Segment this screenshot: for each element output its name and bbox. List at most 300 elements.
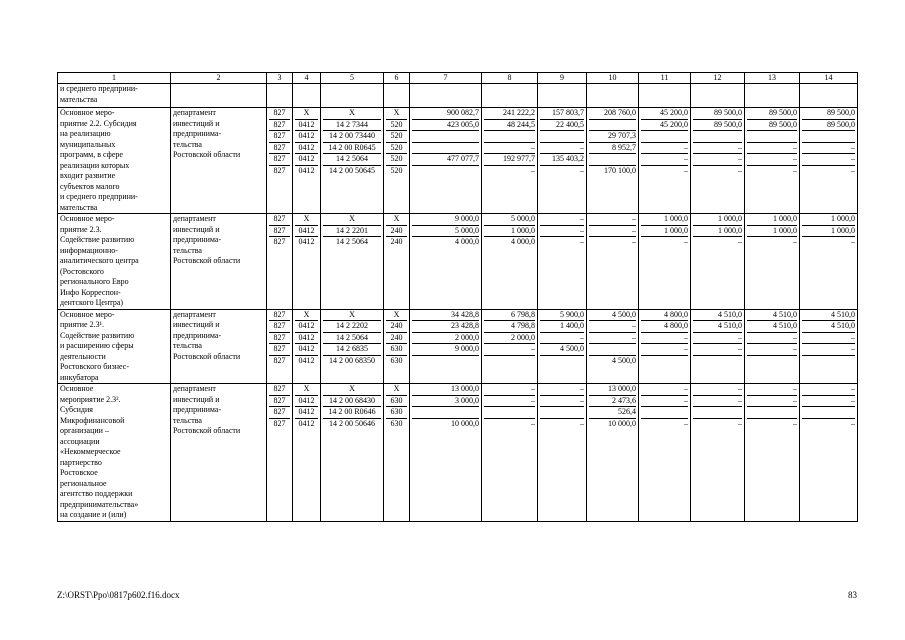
target-article-cell: 14 2 5064: [336, 237, 368, 246]
sub-rows: [589, 214, 636, 248]
year-2018-cell: [693, 407, 742, 419]
year-2018-cell: [693, 355, 742, 366]
admin-code-cell: 827: [269, 407, 290, 419]
target-article-cell: 14 2 2202: [323, 321, 381, 333]
table-body: [58, 73, 858, 522]
year-2018-cell: –: [738, 165, 742, 175]
expense-type-cell: 630: [390, 355, 403, 365]
sub-rows: [323, 310, 381, 367]
column-number: 8: [482, 73, 538, 84]
total-value-cell: 4 000,0: [455, 237, 479, 246]
year-2017-cell: –: [641, 332, 688, 344]
year-2019-column: [745, 309, 800, 384]
target-article-column: [321, 384, 384, 522]
year-2019-cell: –: [747, 142, 797, 154]
sub-rows: [747, 310, 797, 367]
sub-rows: [802, 214, 855, 248]
year-2015-cell: –: [540, 384, 584, 395]
year-2019-cell: –: [747, 332, 797, 344]
section-code-cell: Х: [295, 384, 318, 395]
expense-type-cell: Х: [386, 214, 407, 225]
empty-cell: [482, 84, 538, 108]
section-code-cell: 0412: [295, 332, 318, 344]
year-2020-cell: –: [802, 384, 855, 395]
page-number: 83: [848, 590, 857, 600]
year-2016-column: [587, 384, 639, 522]
year-2016-cell: 29 707,3: [589, 131, 636, 143]
year-2017-cell: 4 800,0: [641, 310, 688, 321]
admin-code-cell: 827: [273, 355, 286, 365]
section-code-cell: 0412: [295, 344, 318, 356]
expense-type-cell: 240: [390, 237, 403, 246]
sub-rows: [295, 310, 318, 367]
expense-type-cell: 520: [386, 154, 407, 166]
year-2014-cell: –: [531, 418, 535, 428]
year-2014-cell: –: [484, 344, 535, 356]
expense-type-column: [384, 214, 410, 310]
column-number: 14: [800, 73, 858, 84]
expense-type-column: [384, 108, 410, 214]
section-code-cell: 0412: [298, 418, 315, 428]
sub-rows: [269, 108, 290, 176]
sub-rows: [323, 108, 381, 176]
year-2014-cell: –: [531, 165, 535, 175]
year-2020-cell: [802, 407, 855, 419]
empty-cell: [384, 84, 410, 108]
expense-type-cell: 630: [390, 418, 403, 428]
year-2016-cell: 8 952,7: [589, 142, 636, 154]
year-2018-cell: –: [738, 418, 742, 428]
year-2015-cell: –: [580, 165, 584, 175]
section-code-column: [293, 214, 321, 310]
year-2017-cell: –: [641, 142, 688, 154]
sub-rows: [323, 214, 381, 248]
expense-type-cell: 240: [386, 321, 407, 333]
year-2017-cell: 1 000,0: [641, 214, 688, 225]
year-2018-cell: 1 000,0: [693, 214, 742, 225]
year-2019-column: [745, 214, 800, 310]
expense-type-column: [384, 309, 410, 384]
year-2016-column: [587, 214, 639, 310]
total-value-cell: [412, 142, 479, 154]
empty-cell: [293, 84, 321, 108]
measure-row: [58, 214, 858, 310]
year-2019-cell: 89 500,0: [747, 108, 797, 119]
total-value-cell: 23 428,8: [412, 321, 479, 333]
sub-rows: [641, 384, 688, 429]
measure-row: [58, 309, 858, 384]
year-2019-column: [745, 108, 800, 214]
section-code-cell: 0412: [298, 355, 315, 365]
year-2020-cell: 4 510,0: [802, 310, 855, 321]
year-2018-cell: –: [693, 344, 742, 356]
year-2015-cell: –: [540, 332, 584, 344]
column-number: 7: [410, 73, 482, 84]
sub-rows: [484, 384, 535, 429]
year-2018-cell: [693, 131, 742, 143]
year-2016-cell: 170 100,0: [604, 165, 636, 175]
year-2020-cell: –: [802, 142, 855, 154]
year-2019-column: [745, 384, 800, 522]
year-2017-cell: 4 800,0: [641, 321, 688, 333]
sub-rows: [484, 108, 535, 176]
year-2018-cell: –: [693, 154, 742, 166]
target-article-cell: 14 2 6835: [323, 344, 381, 356]
year-2017-cell: –: [684, 237, 688, 246]
admin-code-cell: 827: [269, 225, 290, 237]
year-2018-cell: 89 500,0: [693, 119, 742, 131]
year-2015-cell: [540, 355, 584, 366]
target-article-column: [321, 108, 384, 214]
sub-rows: [693, 214, 742, 248]
admin-code-column: [267, 214, 293, 310]
sub-rows: [484, 214, 535, 248]
year-2020-cell: 1 000,0: [802, 214, 855, 225]
year-2017-cell: –: [641, 384, 688, 395]
admin-code-cell: 827: [269, 214, 290, 225]
empty-cell: [171, 84, 267, 108]
admin-code-cell: 827: [269, 142, 290, 154]
target-article-column: [321, 214, 384, 310]
year-2014-cell: 2 000,0: [484, 332, 535, 344]
year-2016-column: [587, 309, 639, 384]
expense-type-cell: 240: [386, 332, 407, 344]
year-2014-cell: 1 000,0: [484, 225, 535, 237]
sub-rows: [412, 214, 479, 248]
admin-code-cell: 827: [269, 321, 290, 333]
sub-rows: [269, 214, 290, 248]
sub-rows: [641, 214, 688, 248]
year-2020-cell: –: [802, 395, 855, 407]
year-2014-cell: 4 798,8: [484, 321, 535, 333]
year-2014-column: [482, 108, 538, 214]
year-2016-cell: –: [589, 214, 636, 225]
year-2019-cell: –: [747, 154, 797, 166]
year-2016-cell: 13 000,0: [589, 384, 636, 395]
total-value-cell: 2 000,0: [412, 332, 479, 344]
year-2014-cell: 48 244,5: [484, 119, 535, 131]
expense-type-cell: 520: [390, 165, 403, 175]
year-2016-cell: 4 500,0: [589, 310, 636, 321]
sub-rows: [386, 310, 407, 367]
year-2019-cell: –: [747, 384, 797, 395]
sub-rows: [540, 108, 584, 176]
empty-cell: [691, 84, 745, 108]
column-number: 4: [293, 73, 321, 84]
column-number: 10: [587, 73, 639, 84]
continuation-row: [58, 84, 858, 108]
target-article-cell: 14 2 00 73440: [323, 131, 381, 143]
column-number: 6: [384, 73, 410, 84]
year-2020-cell: –: [802, 344, 855, 356]
year-2018-cell: –: [693, 384, 742, 395]
admin-code-column: [267, 108, 293, 214]
year-2014-cell: 192 977,7: [484, 154, 535, 166]
year-2017-column: [639, 214, 691, 310]
section-code-cell: 0412: [295, 407, 318, 419]
year-2018-cell: –: [738, 237, 742, 246]
year-2020-column: [800, 384, 858, 522]
target-article-cell: Х: [323, 214, 381, 225]
expense-type-cell: 520: [386, 119, 407, 131]
target-article-cell: 14 2 00 50646: [329, 418, 375, 428]
sub-rows: [693, 384, 742, 429]
budget-table: [57, 72, 858, 522]
sub-rows: [747, 384, 797, 429]
section-code-cell: Х: [295, 214, 318, 225]
total-value-cell: 10 000,0: [451, 418, 479, 428]
sub-rows: [802, 108, 855, 176]
target-article-cell: 14 2 00 R0646: [323, 407, 381, 419]
year-2016-cell: 526,4: [589, 407, 636, 419]
year-2017-cell: –: [684, 165, 688, 175]
total-value-cell: 423 005,0: [412, 119, 479, 131]
target-article-cell: 14 2 00 50645: [329, 165, 375, 175]
year-2020-cell: –: [851, 165, 855, 175]
section-code-cell: Х: [295, 108, 318, 119]
sub-rows: [641, 108, 688, 176]
year-2014-column: [482, 384, 538, 522]
empty-cell: [538, 84, 587, 108]
empty-cell: [800, 84, 858, 108]
target-article-cell: 14 2 00 68350: [329, 355, 375, 365]
executor-name: департамент инвестиций и предпринима- тельства Ростовской области: [171, 384, 267, 522]
sub-rows: [802, 310, 855, 367]
year-2019-cell: 4 510,0: [747, 321, 797, 333]
year-2016-cell: [589, 119, 636, 131]
admin-code-cell: 827: [269, 332, 290, 344]
sub-rows: [386, 214, 407, 248]
total-value-cell: 9 000,0: [412, 214, 479, 225]
expense-type-cell: 240: [386, 225, 407, 237]
sub-rows: [269, 310, 290, 367]
section-code-cell: 0412: [298, 165, 315, 175]
year-2014-cell: [484, 131, 535, 143]
year-2019-cell: –: [793, 165, 797, 175]
sub-rows: [641, 310, 688, 367]
empty-cell: [587, 84, 639, 108]
year-2019-cell: 4 510,0: [747, 310, 797, 321]
sub-rows: [412, 310, 479, 367]
sub-rows: [693, 108, 742, 176]
year-2014-cell: –: [484, 395, 535, 407]
admin-code-cell: 827: [273, 418, 286, 428]
sub-rows: [540, 384, 584, 429]
executor-name: департамент инвестиций и предпринима- тельства Ростовской области: [171, 108, 267, 214]
sub-rows: [386, 108, 407, 176]
total-value-cell: 34 428,8: [412, 310, 479, 321]
column-number: 13: [745, 73, 800, 84]
target-article-cell: 14 2 5064: [323, 154, 381, 166]
section-code-cell: 0412: [298, 237, 315, 246]
year-2016-cell: [589, 154, 636, 166]
year-2020-cell: 89 500,0: [802, 119, 855, 131]
total-value-column: [410, 384, 482, 522]
continuation-label: и среднего предприни- мательства: [58, 84, 171, 108]
year-2016-cell: –: [589, 332, 636, 344]
year-2017-cell: [641, 355, 688, 366]
sub-rows: [295, 214, 318, 248]
year-2016-cell: 10 000,0: [608, 418, 636, 428]
year-2018-column: [691, 384, 745, 522]
sub-rows: [412, 384, 479, 429]
year-2018-column: [691, 309, 745, 384]
year-2020-cell: –: [802, 154, 855, 166]
section-code-cell: Х: [295, 310, 318, 321]
sub-rows: [295, 108, 318, 176]
year-2020-cell: 89 500,0: [802, 108, 855, 119]
year-2017-cell: –: [684, 418, 688, 428]
year-2020-column: [800, 309, 858, 384]
sub-rows: [386, 384, 407, 429]
sub-rows: [589, 108, 636, 176]
column-number: 5: [321, 73, 384, 84]
year-2016-cell: –: [589, 225, 636, 237]
expense-type-cell: 630: [386, 407, 407, 419]
year-2014-cell: [484, 407, 535, 419]
sub-rows: [747, 214, 797, 248]
year-2015-cell: –: [540, 142, 584, 154]
section-code-cell: 0412: [295, 142, 318, 154]
year-2017-cell: [641, 407, 688, 419]
year-2015-cell: [540, 131, 584, 143]
total-value-cell: [412, 165, 479, 176]
measure-name: Основное меро- приятие 2.3¹. Содействие развитию и расширению сферы деятельности Ростовского бизнес- инкубатора: [58, 309, 171, 384]
year-2015-column: [538, 214, 587, 310]
expense-type-cell: 520: [386, 142, 407, 154]
year-2014-cell: 6 798,8: [484, 310, 535, 321]
year-2014-column: [482, 214, 538, 310]
year-2018-cell: 4 510,0: [693, 321, 742, 333]
total-value-cell: 5 000,0: [412, 225, 479, 237]
year-2017-cell: [641, 131, 688, 143]
admin-code-cell: 827: [269, 395, 290, 407]
target-article-cell: Х: [323, 310, 381, 321]
year-2015-cell: 5 900,0: [540, 310, 584, 321]
expense-type-cell: 630: [386, 395, 407, 407]
year-2019-cell: –: [747, 344, 797, 356]
column-number: 1: [58, 73, 171, 84]
year-2015-cell: –: [540, 214, 584, 225]
sub-rows: [484, 310, 535, 367]
column-number-row: [58, 73, 858, 84]
year-2020-column: [800, 214, 858, 310]
year-2015-cell: 4 500,0: [540, 344, 584, 356]
total-value-cell: 13 000,0: [412, 384, 479, 395]
sub-rows: [589, 310, 636, 367]
empty-cell: [321, 84, 384, 108]
sub-rows: [589, 384, 636, 429]
empty-cell: [267, 84, 293, 108]
expense-type-cell: Х: [386, 310, 407, 321]
expense-type-column: [384, 384, 410, 522]
year-2014-cell: 241 222,2: [484, 108, 535, 119]
total-value-cell: 9 000,0: [412, 344, 479, 356]
empty-cell: [639, 84, 691, 108]
section-code-cell: 0412: [295, 119, 318, 131]
section-code-column: [293, 309, 321, 384]
expense-type-cell: 520: [386, 131, 407, 143]
measure-row: [58, 384, 858, 522]
target-article-column: [321, 309, 384, 384]
year-2014-cell: 5 000,0: [484, 214, 535, 225]
year-2016-cell: 208 760,0: [589, 108, 636, 119]
column-number: 11: [639, 73, 691, 84]
year-2017-cell: 45 200,0: [641, 119, 688, 131]
year-2016-cell: –: [589, 321, 636, 333]
admin-code-cell: 827: [269, 154, 290, 166]
section-code-cell: 0412: [295, 131, 318, 143]
executor-name: департамент инвестиций и предпринима- тельства Ростовской области: [171, 309, 267, 384]
section-code-cell: 0412: [295, 321, 318, 333]
column-number: 2: [171, 73, 267, 84]
year-2014-cell: –: [484, 142, 535, 154]
year-2019-cell: 1 000,0: [747, 225, 797, 237]
target-article-cell: 14 2 5064: [323, 332, 381, 344]
year-2019-cell: –: [747, 395, 797, 407]
expense-type-cell: 630: [386, 344, 407, 356]
admin-code-cell: 827: [269, 310, 290, 321]
year-2018-cell: 89 500,0: [693, 108, 742, 119]
target-article-cell: 14 2 00 68430: [323, 395, 381, 407]
total-value-cell: 477 077,7: [412, 154, 479, 166]
year-2016-cell: 2 473,6: [589, 395, 636, 407]
column-number: 3: [267, 73, 293, 84]
year-2019-cell: [747, 131, 797, 143]
empty-cell: [410, 84, 482, 108]
total-value-column: [410, 108, 482, 214]
year-2015-cell: 157 803,7: [540, 108, 584, 119]
target-article-cell: Х: [323, 384, 381, 395]
admin-code-cell: 827: [269, 119, 290, 131]
year-2019-cell: [747, 407, 797, 419]
year-2015-cell: 135 403,2: [540, 154, 584, 166]
target-article-cell: 14 2 2201: [323, 225, 381, 237]
year-2016-column: [587, 108, 639, 214]
year-2017-cell: 45 200,0: [641, 108, 688, 119]
year-2015-column: [538, 309, 587, 384]
sub-rows: [747, 108, 797, 176]
total-value-cell: [412, 131, 479, 143]
year-2017-cell: –: [641, 154, 688, 166]
measure-row: [58, 108, 858, 214]
year-2015-cell: 1 400,0: [540, 321, 584, 333]
admin-code-column: [267, 309, 293, 384]
year-2018-column: [691, 108, 745, 214]
year-2018-cell: –: [693, 332, 742, 344]
year-2015-cell: –: [540, 395, 584, 407]
measure-name: Основное меро- приятие 2.2. Субсидия на реализацию муниципальных программ, в сфере реализации которых входит развитие субъектов малого и среднего предприни- мательства: [58, 108, 171, 214]
total-value-column: [410, 309, 482, 384]
section-code-column: [293, 108, 321, 214]
target-article-cell: 14 2 7344: [323, 119, 381, 131]
year-2019-cell: [747, 355, 797, 366]
measure-name: Основное мероприятие 2.3². Субсидия Микрофинансовой организации – ассоциации «Некоммерческое партнерство Ростовское региональное агентство поддержки предпринимательства» на создание и (или): [58, 384, 171, 522]
sub-rows: [295, 384, 318, 429]
year-2020-cell: –: [802, 332, 855, 344]
expense-type-cell: Х: [386, 108, 407, 119]
year-2015-cell: –: [580, 418, 584, 428]
section-code-cell: 0412: [295, 154, 318, 166]
admin-code-cell: 827: [269, 108, 290, 119]
year-2017-cell: –: [641, 395, 688, 407]
executor-name: департамент инвестиций и предпринима- тельства Ростовской области: [171, 214, 267, 310]
year-2018-cell: –: [693, 395, 742, 407]
year-2018-column: [691, 214, 745, 310]
year-2015-cell: –: [580, 237, 584, 246]
year-2015-cell: [540, 407, 584, 419]
year-2014-column: [482, 309, 538, 384]
